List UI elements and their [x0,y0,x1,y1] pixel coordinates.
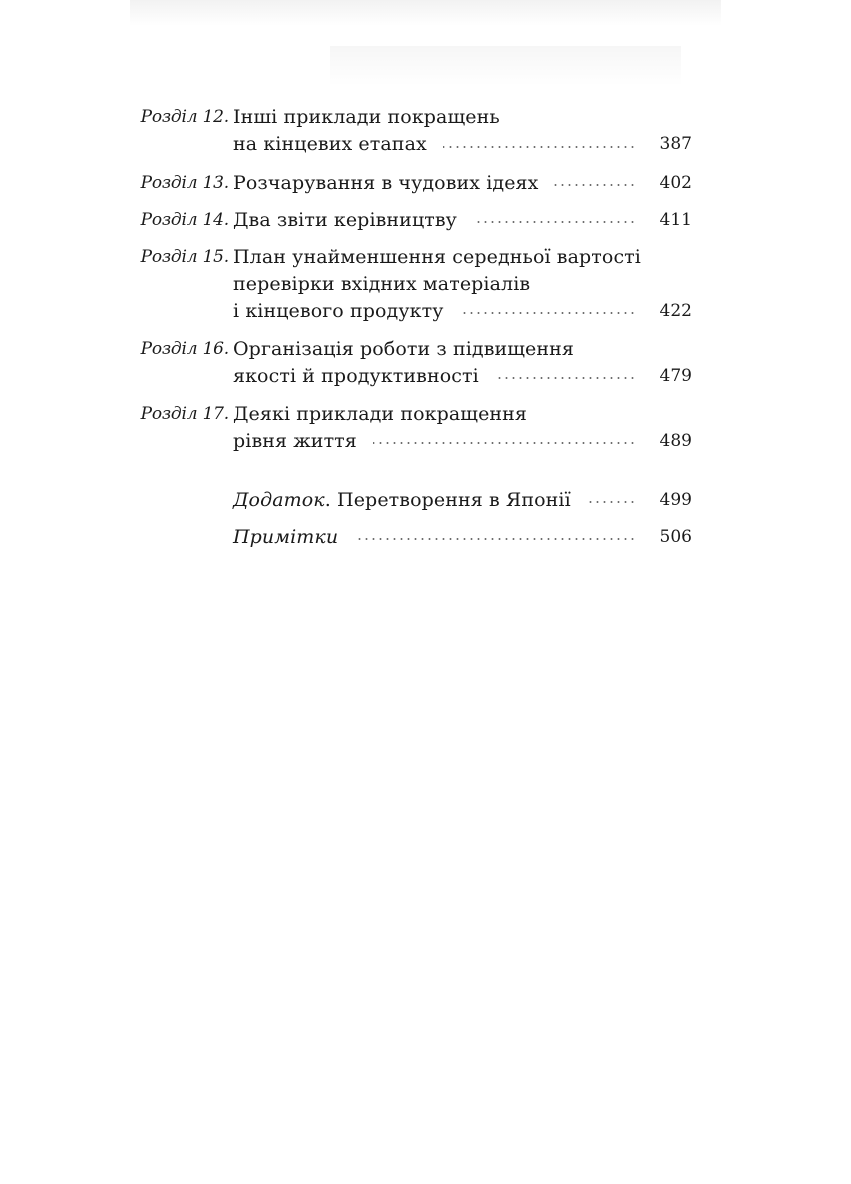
dot-leader [554,184,636,186]
page-number: 402 [659,173,692,193]
chapter-label: Розділ 16. [140,339,229,359]
page-number: 489 [659,431,692,451]
chapter-title-line: перевірки вхідних матеріалів [233,273,531,295]
dot-leader [587,501,636,503]
appendix-title [233,487,571,513]
chapter-label: Розділ 17. [140,404,229,424]
chapter-label: Розділ 14. [140,210,229,230]
chapter-title-line: рівня життя [233,430,357,452]
chapter-label: Розділ 12. [140,107,229,127]
appendix-label: Додаток [233,489,325,511]
chapter-title-line: Інші приклади покращень [233,106,500,128]
chapter-title-line: Деякі приклади покращення [233,403,528,425]
chapter-title-line: Два звіти керівництву [233,209,457,231]
chapter-title-line: План унайменшення середньої вартості [233,246,641,268]
dot-leader [443,146,636,148]
chapter-title-line: на кінцевих етапах [233,133,427,155]
page-number: 506 [659,527,692,547]
chapter-title-line: Організація роботи з підвищення [233,338,574,360]
page-number: 387 [659,134,692,154]
appendix-name: . Перетворення в Японії [324,489,571,511]
dot-leader [373,442,636,444]
notes-title: Примітки [233,526,339,548]
page-number: 422 [659,301,692,321]
chapter-label: Розділ 13. [140,173,229,193]
dot-leader [459,312,636,314]
page-number: 411 [659,210,692,230]
chapter-title-line: Розчарування в чудових ідеях [233,172,539,194]
chapter-title-line: якості й продуктивності [233,365,479,387]
page-number: 479 [659,366,692,386]
chapter-label: Розділ 15. [140,247,229,267]
page-number: 499 [659,490,692,510]
dot-leader [495,377,636,379]
dot-leader [354,538,636,540]
chapter-title-line: і кінцевого продукту [233,300,444,322]
dot-leader [473,221,636,223]
